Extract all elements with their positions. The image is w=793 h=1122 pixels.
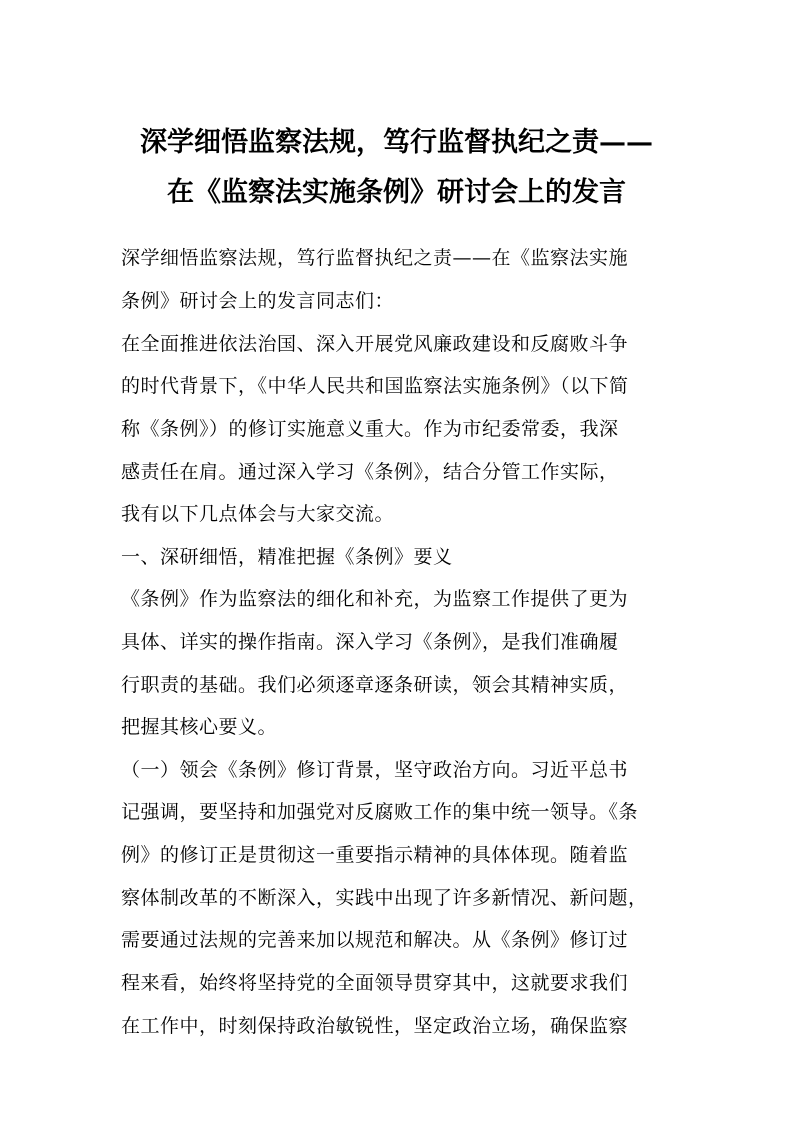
body-line-18: 程来看，始终将坚持党的全面领导贯穿其中，这就要求我们: [121, 972, 629, 994]
body-line-7: 我有以下几点体会与大家交流。: [121, 503, 395, 525]
body-line-12: 把握其核心要义。: [121, 716, 278, 738]
body-line-2: 条例》研讨会上的发言同志们：: [121, 290, 395, 312]
body-line-4: 的时代背景下，《中华人民共和国监察法实施条例》（以下简: [121, 375, 629, 397]
subsection-line-1: （一）领会《条例》修订背景，坚守政治方向。习近平总书: [121, 759, 629, 781]
body-line-6: 感责任在肩。通过深入学习《条例》，结合分管工作实际，: [121, 461, 619, 483]
body-line-3: 在全面推进依法治国、深入开展党风廉政建设和反腐败斗争: [121, 333, 629, 355]
body-line-15: 例》的修订正是贯彻这一重要指示精神的具体体现。随着监: [121, 844, 629, 866]
body-line-17: 需要通过法规的完善来加以规范和解决。从《条例》修订过: [121, 929, 629, 951]
body-line-11: 行职责的基础。我们必须逐章逐条研读，领会其精神实质，: [121, 674, 629, 696]
body-line-14: 记强调，要坚持和加强党对反腐败工作的集中统一领导。《条: [121, 801, 639, 823]
body-line-5: 称《条例》）的修订实施意义重大。作为市纪委常委，我深: [121, 418, 619, 440]
document-title-line-2: 在《监察法实施条例》研讨会上的发言: [167, 177, 626, 208]
body-line-10: 具体、详实的操作指南。深入学习《条例》，是我们准确履: [121, 631, 619, 653]
section-heading-1: 一、深研细悟，精准把握《条例》要义: [121, 546, 453, 568]
body-line-16: 察体制改革的不断深入，实践中出现了许多新情况、新问题，: [121, 887, 648, 909]
body-line-1: 深学细悟监察法规，笃行监督执纪之责——在《监察法实施: [121, 247, 629, 269]
document-title-line-1: 深学细悟监察法规，笃行监督执纪之责——: [140, 127, 653, 158]
body-line-9: 《条例》作为监察法的细化和补充，为监察工作提供了更为: [121, 588, 629, 610]
body-line-19: 在工作中，时刻保持政治敏锐性，坚定政治立场，确保监察: [121, 1015, 629, 1037]
